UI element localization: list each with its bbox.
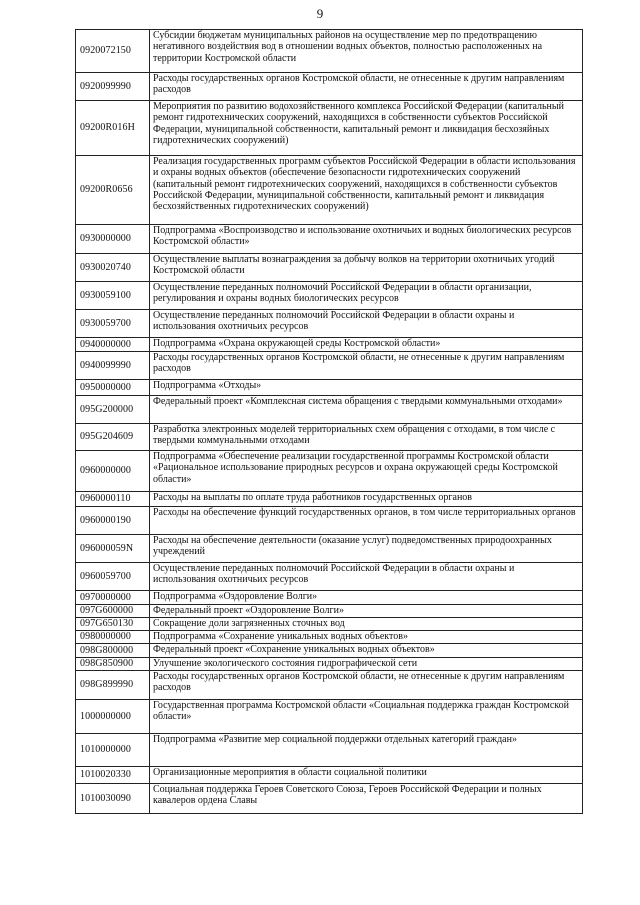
page-number: 9 <box>316 6 324 21</box>
table-row <box>76 396 583 424</box>
row-description: Подпрограмма «Развитие мер социальной поддержки отдельных категорий граждан» <box>150 734 583 767</box>
budget-codes-body <box>76 30 583 814</box>
table-row <box>76 644 583 658</box>
table-row <box>76 671 583 700</box>
row-description: Осуществление переданных полномочий Российской Федерации в области охраны и использования охотничьих ресурсов <box>150 310 583 338</box>
row-code: 0960059700 <box>76 563 150 591</box>
row-code: 1010030090 <box>76 784 150 814</box>
table-row <box>76 352 583 380</box>
row-description: Разработка электронных моделей территориальных схем обращения с отходами, в том числе с твердыми коммунальными отходами <box>150 424 583 451</box>
row-description: Реализация государственных программ субъектов Российской Федерации в области использования и охраны водных объектов (обеспечение безопасности гидротехнических сооружений (капитальный ремонт гидротехнических сооружений, находящихся в собственности субъектов Российской Федерации, муниципальной собственности, капитальный ремонт и ликвидация бесхозяйственных гидротехнических сооружений) <box>150 156 583 225</box>
row-code: 0950000000 <box>76 380 150 396</box>
row-description: Государственная программа Костромской области «Социальная поддержка граждан Костромской области» <box>150 700 583 734</box>
table-row <box>76 156 583 225</box>
row-description: Подпрограмма «Охрана окружающей среды Костромской области» <box>150 338 583 352</box>
row-code: 0960000110 <box>76 492 150 507</box>
table-row <box>76 767 583 784</box>
row-description: Подпрограмма «Воспроизводство и использование охотничьих и водных биологических ресурсов Костромской области» <box>150 225 583 254</box>
row-description: Осуществление выплаты вознаграждения за добычу волков на территории охотничьих угодий Костромской области <box>150 254 583 282</box>
row-code: 0930059700 <box>76 310 150 338</box>
table-row <box>76 605 583 618</box>
row-description: Расходы государственных органов Костромской области, не отнесенные к другим направлениям расходов <box>150 73 583 101</box>
row-description: Расходы на выплаты по оплате труда работников государственных органов <box>150 492 583 507</box>
table-row <box>76 618 583 631</box>
row-code: 0930059100 <box>76 282 150 310</box>
row-description: Федеральный проект «Комплексная система обращения с твердыми коммунальными отходами» <box>150 396 583 424</box>
row-code: 095G204609 <box>76 424 150 451</box>
table-row <box>76 225 583 254</box>
table-row <box>76 492 583 507</box>
row-description: Мероприятия по развитию водохозяйственного комплекса Российской Федерации (капитальный ремонт гидротехнических сооружений, находящихся в собственности субъектов Российской Федерации, муниципальной собственности, капитальный ремонт и ликвидация бесхозяйных гидротехнических сооружений) <box>150 101 583 156</box>
row-code: 0980000000 <box>76 631 150 644</box>
row-description: Организационные мероприятия в области социальной политики <box>150 767 583 784</box>
table-row <box>76 338 583 352</box>
row-code: 1010000000 <box>76 734 150 767</box>
row-code: 098G850900 <box>76 658 150 671</box>
row-code: 09200R0656 <box>76 156 150 225</box>
row-description: Расходы государственных органов Костромской области, не отнесенные к другим направлениям расходов <box>150 352 583 380</box>
row-code: 1010020330 <box>76 767 150 784</box>
table-row <box>76 535 583 563</box>
table-row <box>76 784 583 814</box>
budget-codes-table <box>75 29 583 814</box>
row-description: Подпрограмма «Сохранение уникальных водных объектов» <box>150 631 583 644</box>
table-row <box>76 73 583 101</box>
row-description: Федеральный проект «Оздоровление Волги» <box>150 605 583 618</box>
table-row <box>76 658 583 671</box>
row-code: 097G600000 <box>76 605 150 618</box>
row-code: 095G200000 <box>76 396 150 424</box>
row-code: 0920072150 <box>76 30 150 73</box>
row-code: 1000000000 <box>76 700 150 734</box>
row-code: 097G650130 <box>76 618 150 631</box>
table-row <box>76 631 583 644</box>
row-code: 098G800000 <box>76 644 150 658</box>
row-code: 0940000000 <box>76 338 150 352</box>
table-row <box>76 282 583 310</box>
row-code: 0940099990 <box>76 352 150 380</box>
row-description: Расходы на обеспечение функций государственных органов, в том числе территориальных органов <box>150 507 583 535</box>
table-row <box>76 101 583 156</box>
row-code: 0930000000 <box>76 225 150 254</box>
row-description: Улучшение экологического состояния гидрографической сети <box>150 658 583 671</box>
table-row <box>76 451 583 492</box>
row-code: 0930020740 <box>76 254 150 282</box>
row-code: 0960000000 <box>76 451 150 492</box>
row-code: 0970000000 <box>76 591 150 605</box>
row-code: 098G899990 <box>76 671 150 700</box>
table-row <box>76 591 583 605</box>
row-description: Подпрограмма «Оздоровление Волги» <box>150 591 583 605</box>
row-description: Расходы государственных органов Костромской области, не отнесенные к другим направлениям расходов <box>150 671 583 700</box>
row-description: Социальная поддержка Героев Советского Союза, Героев Российской Федерации и полных кавалеров ордена Славы <box>150 784 583 814</box>
row-code: 0920099990 <box>76 73 150 101</box>
row-description: Субсидии бюджетам муниципальных районов на осуществление мер по предотвращению негативного воздействия вод в отношении водных объектов, полностью расположенных на территории Костромской области <box>150 30 583 73</box>
table-row <box>76 254 583 282</box>
row-description: Сокращение доли загрязненных сточных вод <box>150 618 583 631</box>
table-row <box>76 563 583 591</box>
row-description: Подпрограмма «Обеспечение реализации государственной программы Костромской области «Рациональное использование природных ресурсов и охрана окружающей среды Костромской области» <box>150 451 583 492</box>
row-description: Федеральный проект «Сохранение уникальных водных объектов» <box>150 644 583 658</box>
row-code: 09200R016H <box>76 101 150 156</box>
row-description: Подпрограмма «Отходы» <box>150 380 583 396</box>
table-row <box>76 380 583 396</box>
table-row <box>76 310 583 338</box>
table-row <box>76 734 583 767</box>
table-row <box>76 30 583 73</box>
row-description: Осуществление переданных полномочий Российской Федерации в области организации, регулирования и охраны водных биологических ресурсов <box>150 282 583 310</box>
table-row <box>76 424 583 451</box>
row-code: 096000059N <box>76 535 150 563</box>
row-description: Расходы на обеспечение деятельности (оказание услуг) подведомственных природоохранных учреждений <box>150 535 583 563</box>
row-code: 0960000190 <box>76 507 150 535</box>
table-row <box>76 700 583 734</box>
table-row <box>76 507 583 535</box>
row-description: Осуществление переданных полномочий Российской Федерации в области охраны и использования охотничьих ресурсов <box>150 563 583 591</box>
